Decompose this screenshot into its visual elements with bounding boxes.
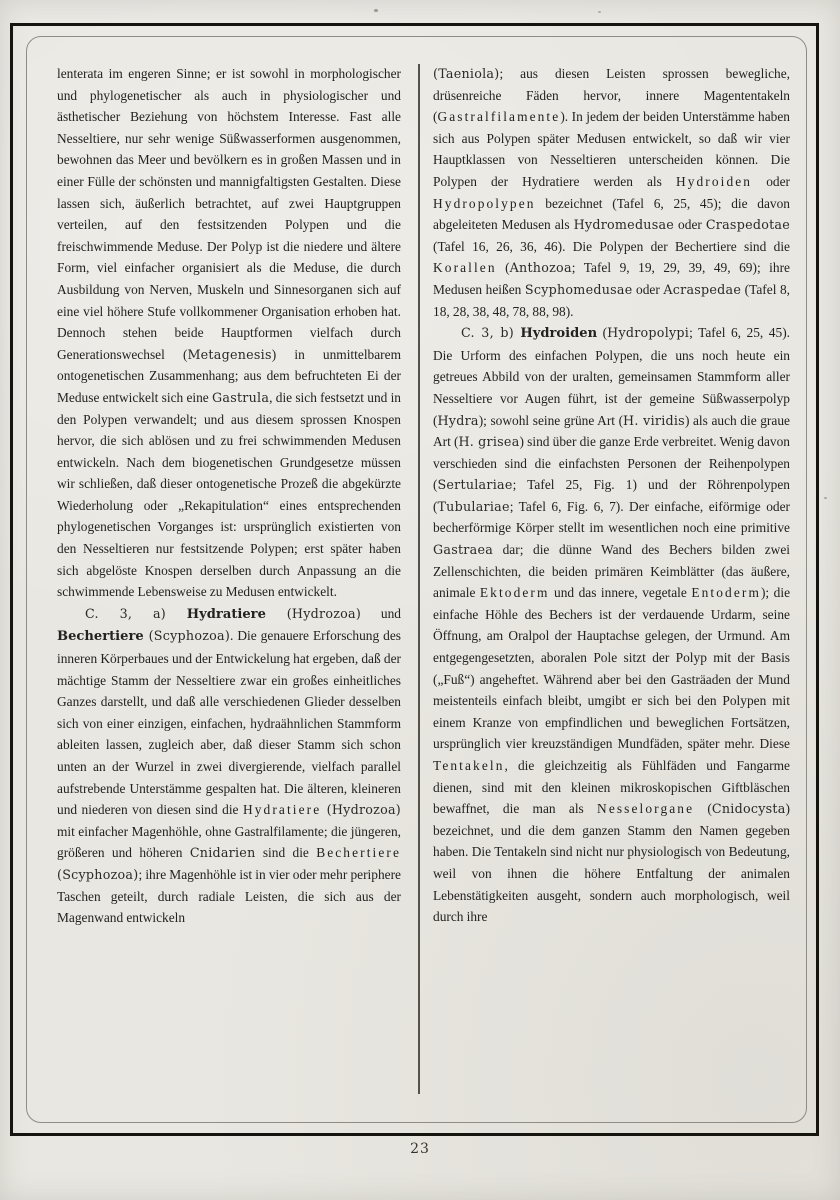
text-segment: . Die genauere Erforschung des inneren Körperbaues und der Entwickelung hat ergeben, daß der mächtige Stamm der Nesseltiere zwar ein großes einheitliches Ganzes darstellt, und daß alle verschiedenen Glieder desselben sich von einer einzigen, einfachen, hydraähnlichen Stammform ableiten lassen, zugleich aber, daß dieser Stamm sich schon unten an der Wurzel in zwei divergierende, vielfach parallel aufstrebende Unterstämme gespalten hat. Die älteren, kleineren und niederen von diesen sind die xyxy=(57,628,401,818)
text-segment: ; aus diesen Leisten sprossen bewegliche, drüsenreiche Fäden hervor, innere Magententakeln ( xyxy=(433,66,790,125)
text-segment-latin: Acraspedae xyxy=(663,281,742,297)
text-segment-latin: Sertulariae xyxy=(437,477,513,493)
text-segment-latin: H. viridis xyxy=(623,412,685,428)
text-segment-latin: C. 3, a) xyxy=(85,605,187,621)
text-segment: ( xyxy=(694,801,712,817)
text-segment-latin: (Scyphozoa) xyxy=(57,866,139,882)
text-segment: dar; die dünne Wand des Bechers bilden zwei Zellenschichten, die beiden primären Keimblätter (das äußere, animale xyxy=(433,542,790,601)
text-segment: ; Tafel 6, Fig. 6, 7). Der einfache, eiförmige oder becherförmige Körper stellt im wesentlichen noch eine primitive xyxy=(433,498,790,536)
text-segment-spaced: Hydratiere xyxy=(242,802,322,818)
text-segment-latin: Hydropolypi xyxy=(607,325,690,341)
text-segment: ) in unmittelbarem ontogenetischen Zusammenhang; aus dem befruchteten Ei der Meduse entwickelt sich eine xyxy=(57,346,401,405)
text-segment: lenterata im engeren Sinne; er ist sowohl in morphologischer und phylogenetischer als auch in physiologischer und ästhetischer Beziehung von höchstem Interesse. Fast alle Nesseltiere, nur sehr wenige Süßwasserformen ausgenommen, bewohnen das Meer und bevölkern es in großen Massen und in einer Fülle der schönsten und mannigfaltigsten Gestalten. Diese lassen sich, äußerlich betrachtet, auf zwei Hauptgruppen verteilen, auf den festsitzenden Polypen und die freischwimmende Meduse. Der Polyp ist die niedere und ältere Form, viel einfacher organisiert als die Meduse, die durch Ausbildung von Nerven, Muskeln und Sinnesorganen sich auf eine viel höhere Stufe vollkommener Organisation erhoben hat. Dennoch stehen beide Hauptformen vielfach durch Generationswechsel ( xyxy=(57,66,401,362)
text-segment: oder xyxy=(752,173,790,189)
text-segment-latin: C. 3, b) xyxy=(461,325,521,341)
text-segment: bezeichnet (Tafel 6, 25, 45); die davon abgeleiteten Medusen als xyxy=(433,195,790,233)
text-segment-latin: (Hydrozoa) xyxy=(265,605,362,621)
text-segment: ); die einfache Höhle des Bechers ist der verdauende Urdarm, seine Öffnung, am Oralpol der Hauptachse gelegen, der Urmund. Am entgegengesetzten, aboralen Pole sitzt der Polyp mit der Basis („Fuß“) angeheftet. Während aber bei den Gasträaden der Mund meistenteils einfach bleibt, umgibt er sich bei den Polypen mit einem Kranze von empfindlichen und beweglichen Fortsätzen, ursprünglich vier kreuzständigen Mundfäden, später mehr. Diese xyxy=(433,585,791,752)
text-segment-latin: Hydra xyxy=(437,412,479,428)
text-segment-spaced: Korallen xyxy=(433,260,497,276)
text-segment-latin: Hydromedusae xyxy=(573,217,675,233)
text-segment: oder xyxy=(632,281,664,297)
text-segment: ; Tafel 25, Fig. 1) und der Röhrenpolypen ( xyxy=(433,477,790,514)
text-segment: , die gleichzeitig als Fühlfäden und Fangarme dienen, sind mit den kleinen mikroskopischen Giftbläschen bewaffnet, die man als xyxy=(433,758,790,817)
text-segment-latin: (Hydrozoa) xyxy=(321,802,401,818)
text-segment-latin: Cnidocysta xyxy=(711,801,786,817)
left-text-column xyxy=(57,63,401,929)
page-number: 23 xyxy=(410,1141,430,1157)
text-segment: ) sind über die ganze Erde verbreitet. Wenig davon verschieden sind die einfachsten Personen der Reihenpolypen ( xyxy=(433,434,790,493)
text-segment: , die sich festsetzt und in den Polypen verwandelt; und aus diesem sprossen Knospen hervor, die sich ablösen und zu frei schwimmenden Medusen entwickeln. Nach dem biogenetischen Grundgesetze müssen wir schließen, daß dieser ontogenetische Prozeß die abgekürzte Wiederholung oder „Rekapitulation“ eines entsprechenden phylogenetischen Vorganges ist: ursprünglich existierten von den Nesseltieren nur festsitzende Polypen; erst später haben sich abgelöste Knospen derselben durch Anpassung an die schwimmende Lebensweise zu Medusen entwickelt. xyxy=(57,389,402,600)
text-segment-latin: Anthozoa xyxy=(509,260,572,276)
text-segment-spaced: Bechertiere xyxy=(316,845,401,861)
text-segment-latin: Scyphomedusae xyxy=(524,281,633,297)
text-segment-bold: Hydroiden xyxy=(520,326,598,342)
text-segment: sind die xyxy=(255,845,317,861)
paragraph xyxy=(433,322,790,928)
text-segment: oder xyxy=(674,217,706,233)
text-segment-spaced: Tentakeln xyxy=(433,758,505,773)
text-segment-spaced: Nesselorgane xyxy=(597,801,695,817)
text-segment-spaced: Hydroiden xyxy=(675,173,753,189)
text-segment-spaced: Gastralfilamente xyxy=(437,109,561,125)
text-segment-spaced: Hydropolypen xyxy=(433,195,536,211)
scan-speck xyxy=(374,9,378,12)
text-segment: ) bezeichnet, und die dem ganzen Stamm den Namen gegeben haben. Die Tentakeln sind nicht nur physiologisch von Bedeutung, weil von ihnen die höhere Entfaltung der animalen Lebenstätigkeiten ausgeht, sondern auch morphologisch, weil durch ihre xyxy=(433,801,791,925)
right-text-column xyxy=(433,63,790,928)
text-segment-latin: Gastraea xyxy=(433,542,494,558)
paragraph xyxy=(433,63,790,322)
text-segment-latin: Tubulariae xyxy=(437,498,510,514)
text-segment-bold: Bechertiere xyxy=(57,629,144,645)
text-segment: ). In jedem der beiden Unterstämme haben sich aus Polypen später Medusen entwickelt, so daß wir vier Hauptklassen von Nesseltieren unterscheiden können. Die Polypen der Hydratiere werden als xyxy=(433,109,790,189)
column-divider xyxy=(418,64,420,1094)
text-segment: ; ihre Magenhöhle ist in vier oder mehr periphere Taschen geteilt, durch radiale Leisten, die sich aus der Magenwand entwickeln xyxy=(57,866,401,926)
text-segment: und das innere, vegetale xyxy=(549,585,692,601)
text-segment-latin: Craspedotae xyxy=(705,217,791,233)
text-segment-bold: Hydratiere xyxy=(186,606,266,622)
text-segment: mit einfacher Magenhöhle, ohne Gastralfilamente; die jüngeren, größeren und höheren xyxy=(57,823,401,861)
text-segment: ); sowohl seine grüne Art ( xyxy=(478,412,624,428)
text-segment-latin: H. grisea xyxy=(458,434,520,450)
text-segment: ) als auch die graue Art ( xyxy=(433,412,790,450)
text-segment: (Tafel 8, 18, 28, 38, 48, 78, 88, 98). xyxy=(433,281,790,319)
scan-speck xyxy=(824,497,827,499)
text-segment: ; Tafel 9, 19, 29, 39, 49, 69); ihre Medusen heißen xyxy=(433,260,790,297)
text-segment-latin: (Scyphozoa) xyxy=(143,628,231,644)
paragraph xyxy=(57,603,401,929)
text-segment-spaced: Entoderm xyxy=(691,585,761,601)
text-segment: ; Tafel 6, 25, 45). Die Urform des einfachen Polypen, die uns noch heute ein getreues Abbild von der uralten, gemeinsamen Stammform aller Nesseltiere vor Augen führt, ist der gemeine Süßwasserpolyp ( xyxy=(433,325,791,428)
text-segment: ( xyxy=(496,260,510,276)
text-segment-latin: (Taeniola) xyxy=(433,66,500,81)
text-segment: und xyxy=(361,605,401,621)
text-segment: ( xyxy=(597,325,608,341)
paragraph xyxy=(57,63,401,603)
text-segment-latin: Gastrula xyxy=(212,389,270,405)
text-segment-latin: Metagenesis xyxy=(187,346,272,362)
scan-speck xyxy=(598,11,601,13)
text-segment: (Tafel 16, 26, 36, 46). Die Polypen der Bechertiere sind die xyxy=(433,238,790,254)
text-segment-latin: Cnidarien xyxy=(189,845,256,861)
text-segment-spaced: Ektoderm xyxy=(479,585,550,601)
